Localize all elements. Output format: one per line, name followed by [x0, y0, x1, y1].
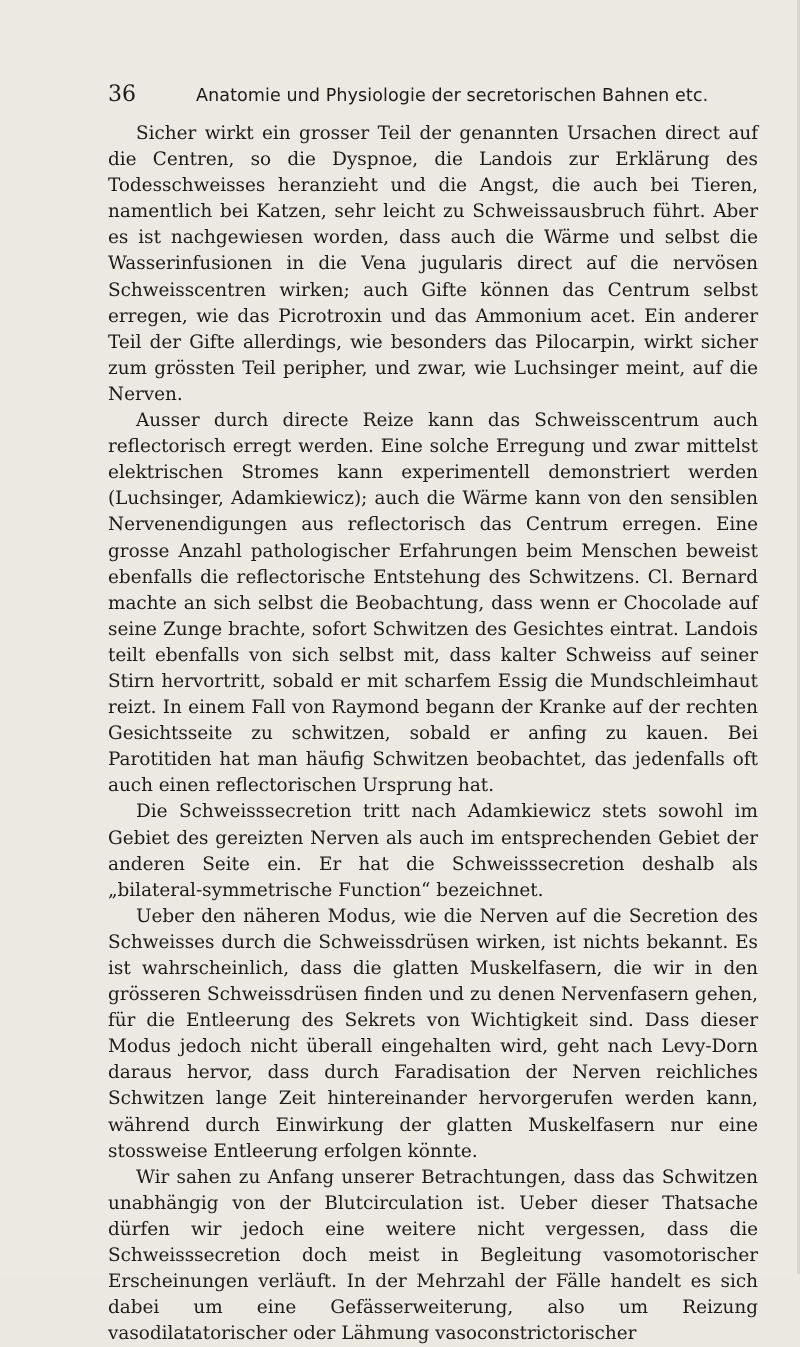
- body-text: [108, 121, 758, 1347]
- page-header: [108, 84, 748, 107]
- paragraph-blutcirculation: Wir sahen zu Anfang unserer Betrachtungen, dass das Schwitzen unabhängig von der Blutcirculation ist. Ueber dieser Thatsache dürfen wir jedoch eine weitere nicht vergessen, dass die Schweisssecretion doch meist in Begleitung vasomotorischer Erscheinungen verläuft. In der Mehrzahl der Fälle handelt es sich dabei um eine Gefässerweiterung, also um Reizung vasodilatatorischer oder Lähmung vasoconstrictorischer: [108, 1166, 758, 1345]
- paragraph-reflectorisch: Ausser durch directe Reize kann das Schweisscentrum auch reflectorisch erregt werden. Eine solche Erregung und zwar mittelst elektrischen Stromes kann experimentell demonstriert werden (Luchsinger, Adamkiewicz); auch die Wärme kann von den sensiblen Nervenendigungen aus reflectorisch das Centrum erregen. Eine grosse Anzahl pathologischer Erfahrungen beim Menschen beweist ebenfalls die reflectorische Entstehung des Schwitzens. Cl. Bernard machte an sich selbst die Beobachtung, dass wenn er Chocolade auf seine Zunge brachte, sofort Schwitzen des Gesichtes eintrat. Landois teilt ebenfalls von sich selbst mit, dass kalter Schweiss auf seiner Stirn hervortritt, sobald er mit scharfem Essig die Mundschleimhaut reizt. In einem Fall von Raymond begann der Kranke auf der rechten Gesichtsseite zu schwitzen, sobald er anfing zu kauen. Bei Parotitiden hat man häufig Schwitzen beobachtet, das jedenfalls oft auch einen reflectorischen Ursprung hat.: [108, 410, 758, 797]
- page-number: 36: [108, 82, 136, 107]
- paragraph-modus: Ueber den näheren Modus, wie die Nerven auf die Secretion des Schweisses durch die Schweissdrüsen wirken, ist nichts bekannt. Es ist wahrscheinlich, dass die glatten Muskelfasern, die wir in den grösseren Schweissdrüsen finden und zu denen Nervenfasern gehen, für die Entleerung des Sekrets von Wichtigkeit sind. Dass dieser Modus jedoch nicht überall eingehalten wird, geht nach Levy-Dorn daraus hervor, dass durch Faradisation der Nerven reichliches Schwitzen lange Zeit hintereinander hervorgerufen werden kann, während durch Einwirkung der glatten Muskelfasern nur eine stossweise Entleerung erfolgen könnte.: [108, 905, 758, 1162]
- paragraph-bilateral: Die Schweisssecretion tritt nach Adamkiewicz stets sowohl im Gebiet des gereizten Nerven als auch im entsprechenden Gebiet der anderen Seite ein. Er hat die Schweisssecretion deshalb als „bilateral-symmetrische Function“ bezeichnet.: [108, 801, 758, 901]
- paragraph-ursachen: Sicher wirkt ein grosser Teil der genannten Ursachen direct auf die Centren, so die Dyspnoe, die Landois zur Erklärung des Todesschweisses heranzieht und die Angst, die auch bei Tieren, namentlich bei Katzen, sehr leicht zu Schweissausbruch führt. Aber es ist nachgewiesen worden, dass auch die Wärme und selbst die Wasserinfusionen in die Vena jugularis direct auf die nervösen Schweisscentren wirken; auch Gifte können das Centrum selbst erregen, wie das Picrotroxin und das Ammonium acet. Ein anderer Teil der Gifte allerdings, wie besonders das Pilocarpin, wirkt sicher zum grössten Teil peripher, und zwar, wie Luchsinger meint, auf die Nerven.: [108, 123, 758, 405]
- running-title: Anatomie und Physiologie der secretorischen Bahnen etc.: [196, 86, 709, 106]
